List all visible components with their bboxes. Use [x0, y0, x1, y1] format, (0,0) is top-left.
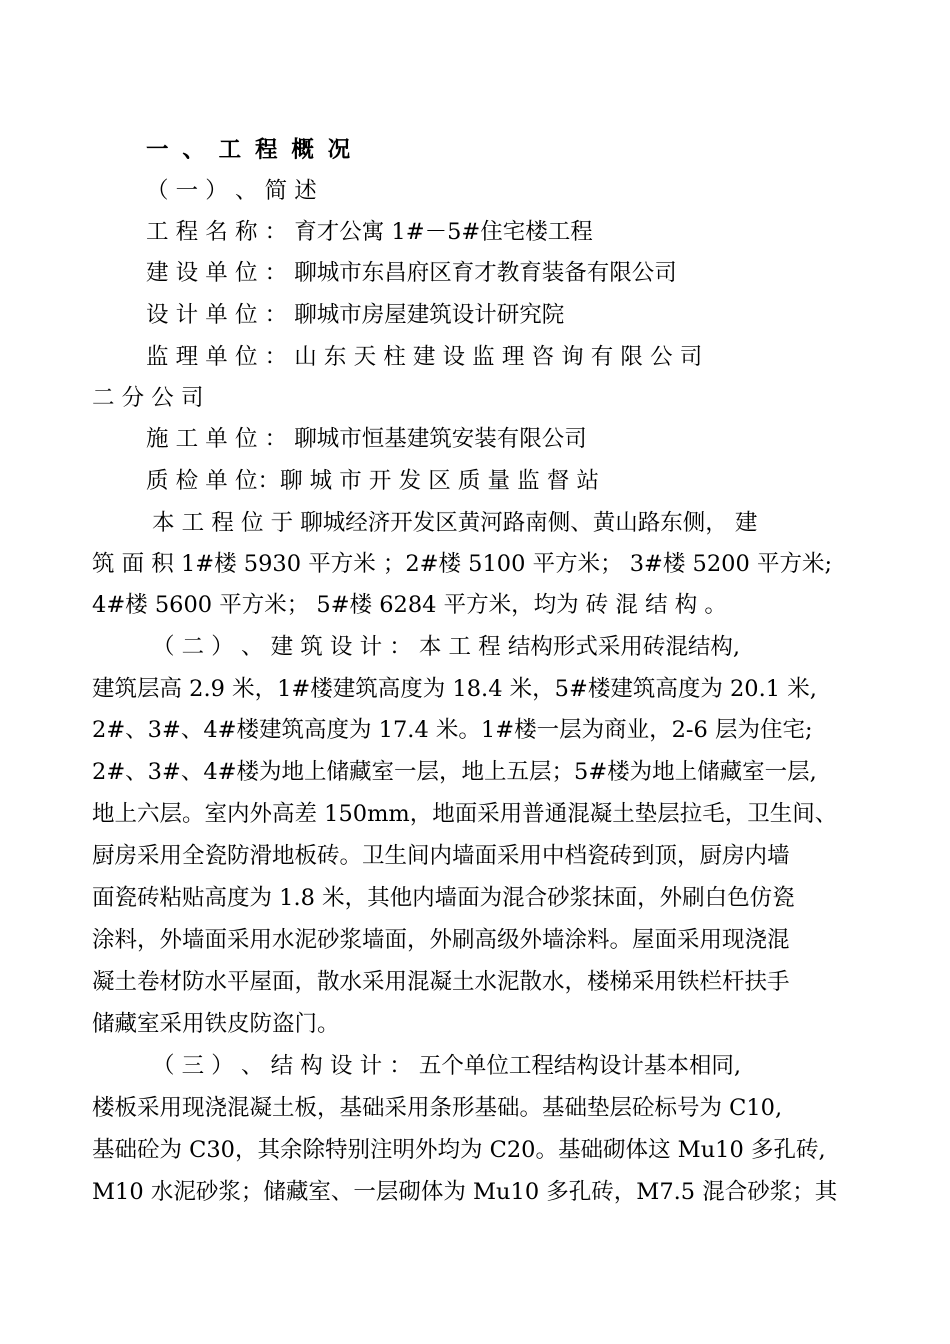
- architecture-paragraph-line: 储藏室采用铁皮防盗门。: [92, 1011, 340, 1037]
- architecture-paragraph-line: 凝土卷材防水平屋面，散水采用混凝土水泥散水，楼梯采用铁栏杆扶手: [92, 969, 790, 995]
- architecture-paragraph-line: 厨房采用全瓷防滑地板砖。卫生间内墙面采用中档瓷砖到顶，厨房内墙: [92, 843, 790, 869]
- architecture-paragraph-line: 2#、3#、4#楼为地上储藏室一层，地上五层；5#楼为地上储藏室一层,: [92, 759, 817, 785]
- structure-paragraph-line: （ 三 ） 、 结 构 设 计 ： 五个单位工程结构设计基本相同,: [152, 1053, 742, 1079]
- supervisor-line-continued: 二 分 公 司: [92, 385, 204, 411]
- architecture-paragraph-line: （ 二 ） 、 建 筑 设 计 ： 本 工 程 结构形式采用砖混结构,: [152, 634, 740, 660]
- project-name-line: 工 程 名 称 ： 育才公寓 1#－5#住宅楼工程: [146, 219, 593, 245]
- overview-paragraph-line: 筑 面 积 1#楼 5930 平方米 ；2#楼 5100 平方米； 3#楼 5200 平方米;: [92, 551, 833, 577]
- structure-paragraph-line: 楼板采用现浇混凝土板，基础采用条形基础。基础垫层砼标号为 C10,: [92, 1095, 783, 1121]
- structure-paragraph-line: 基础砼为 C30，其余除特别注明外均为 C20。基础砌体这 Mu10 多孔砖,: [92, 1137, 826, 1163]
- quality-inspection-line: 质 检 单 位：聊 城 市 开 发 区 质 量 监 督 站: [146, 468, 599, 494]
- contractor-line: 施 工 单 位 ： 聊城市恒基建筑安装有限公司: [146, 426, 587, 452]
- designer-line: 设 计 单 位 ： 聊城市房屋建筑设计研究院: [146, 302, 565, 328]
- subsection-heading-overview: （ 一 ） 、 简 述: [146, 178, 317, 204]
- architecture-paragraph-line: 涂料，外墙面采用水泥砂浆墙面，外刷高级外墙涂料。屋面采用现浇混: [92, 927, 790, 953]
- architecture-paragraph-line: 建筑层高 2.9 米，1#楼建筑高度为 18.4 米，5#楼建筑高度为 20.1 米,: [92, 676, 817, 702]
- section-heading: 一 、 工 程 概 况: [146, 137, 354, 163]
- overview-paragraph-line: 4#楼 5600 平方米； 5#楼 6284 平方米，均为 砖 混 结 构 。: [92, 592, 727, 618]
- structure-paragraph-line: M10 水泥砂浆；储藏室、一层砌体为 Mu10 多孔砖，M7.5 混合砂浆；其: [92, 1179, 838, 1205]
- owner-line: 建 设 单 位 ： 聊城市东昌府区育才教育装备有限公司: [146, 260, 677, 286]
- overview-paragraph-line: 本 工 程 位 于 聊城经济开发区黄河路南侧、黄山路东侧， 建: [152, 510, 758, 536]
- architecture-paragraph-line: 地上六层。室内外高差 150mm，地面采用普通混凝土垫层拉毛，卫生间、: [92, 801, 838, 827]
- architecture-paragraph-line: 2#、3#、4#楼建筑高度为 17.4 米。1#楼一层为商业，2-6 层为住宅;: [92, 717, 813, 743]
- supervisor-line: 监 理 单 位 ： 山 东 天 柱 建 设 监 理 咨 询 有 限 公 司: [146, 344, 703, 370]
- architecture-paragraph-line: 面瓷砖粘贴高度为 1.8 米，其他内墙面为混合砂浆抹面，外刷白色仿瓷: [92, 885, 795, 911]
